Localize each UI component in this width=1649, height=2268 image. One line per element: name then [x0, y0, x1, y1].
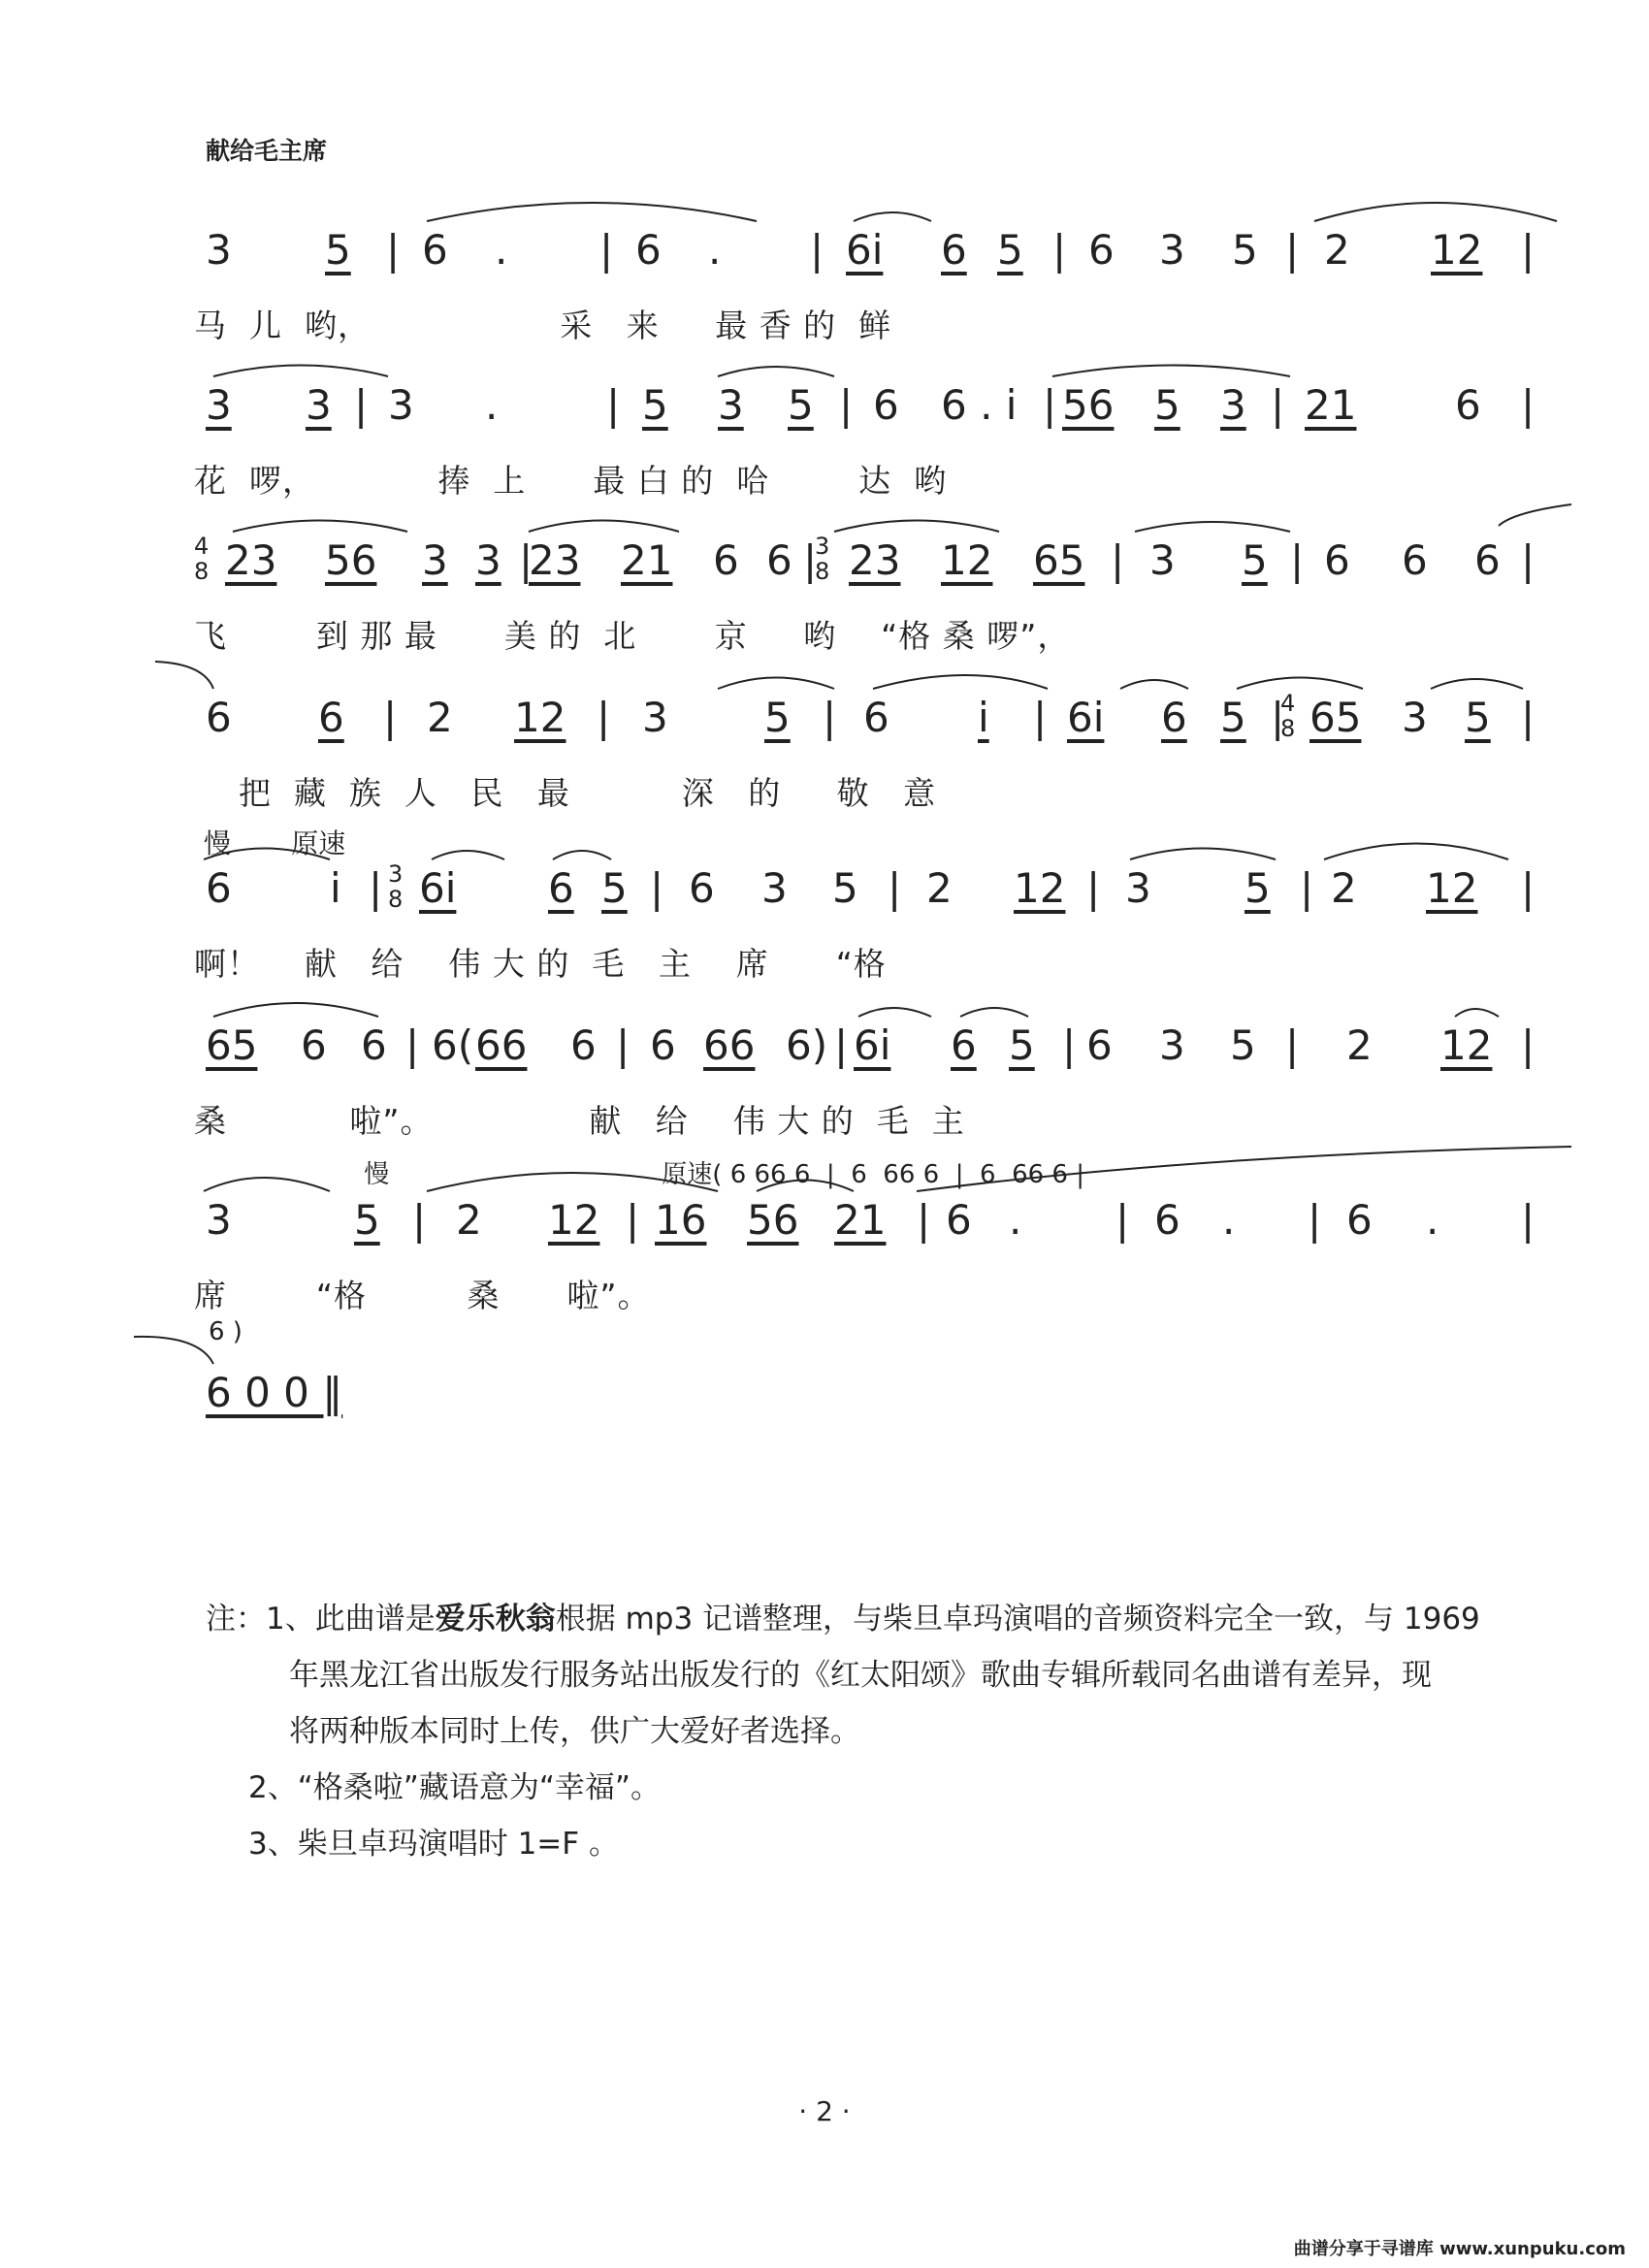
score-row-5: 慢 原速 6 i | 3 8 6i 6 5 | 6 3 5 | 2 12 | 3 5 | 2 12 | 啊！ 献 给 伟 大 的 毛 主 席 “格	[194, 861, 1533, 1007]
page-title: 献给毛主席	[206, 137, 328, 165]
lyrics-line-7: 席 “格 桑 啦”。	[194, 1277, 651, 1314]
site-footer: 曲谱分享于寻谱库 www.xunpuku.com	[1293, 2239, 1626, 2259]
lyrics-line-6: 桑 啦”。 献 给 伟 大 的 毛 主	[194, 1102, 965, 1140]
score-row-1: 3 5 | 6 . | 6 . | 6i 6 5 | 6 3 5 | 2 12 | 马 儿 哟， 采 来 最 香 的 鲜	[194, 223, 1533, 369]
slur-marks	[194, 1337, 1533, 1376]
coda-note: 6 )	[209, 1317, 242, 1346]
lyrics-line-1: 马 儿 哟， 采 来 最 香 的 鲜	[194, 307, 892, 344]
lyrics-line-2: 花 啰， 捧 上 最 白 的 哈 达 哟	[194, 462, 948, 500]
score-row-2: 3 3 | 3 . | 5 3 5 | 6 6 . i | 56 5 3 | 21 6 | 花 啰， 捧 上 最 白 的 哈 达 哟	[194, 378, 1533, 524]
tempo-marks: 慢 原速( 6 66 6 | 6 66 6 | 6 66 6 |	[204, 1160, 1084, 1189]
score-row-3: 4 8 23 56 3 3 | 23 21 6 6 | 3 8 23 12 65 | 3 5 | 6 6 6 | 飞 到 那 最 美 的 北 京 哟 “格 桑 啰”，	[194, 534, 1533, 679]
lyrics-line-3: 飞 到 那 最 美 的 北 京 哟 “格 桑 啰”，	[194, 617, 1071, 655]
score-row-6: 65 6 6 | 6( 66 6 | 6 66 6) | 6i 6 5 | 6 3 5 | 2 12 | 桑 啦”。 献 给 伟 大 的 毛 主	[194, 1019, 1533, 1164]
score-row-8	[194, 1317, 1533, 1511]
arranger-name: 爱乐秋翁	[435, 1602, 556, 1636]
notes-section: 注：1、此曲谱是爱乐秋翁根据 mp3 记谱整理，与柴旦卓玛演唱的音频资料完全一致，与 1969 年黑龙江省出版发行服务站出版发行的《红太阳颂》歌曲专辑所载同名曲谱有差异，现 将两种版本同时上传，供广大爱好者选择。 2、“格桑啦”藏语意为“幸福”。 3、柴旦卓玛演唱时 1=F 。	[206, 1602, 1480, 1862]
score-row-7: 慢 原速( 6 66 6 | 6 66 6 | 6 66 6 | 3 5 | 2 12 | 16 56 21 | 6 . | 6 . | 6 . | 席 “格 桑 啦”。	[194, 1193, 1533, 1339]
final-notes: 6 0 0 ‖	[206, 1369, 343, 1416]
lyrics-line-4: 把 藏 族 人 民 最 深 的 敬 意	[194, 774, 937, 812]
score-row-4: 6 6 | 2 12 | 3 5 | 6 i | 6i 6 5 | 4 8 65 3 5 | 把 藏 族 人 民 最 深 的 敬 意	[194, 691, 1533, 836]
page-number: · 2 ·	[798, 2095, 851, 2127]
lyrics-line-5: 啊！ 献 给 伟 大 的 毛 主 席 “格	[194, 945, 887, 983]
tempo-marks: 慢 原速	[204, 827, 346, 859]
